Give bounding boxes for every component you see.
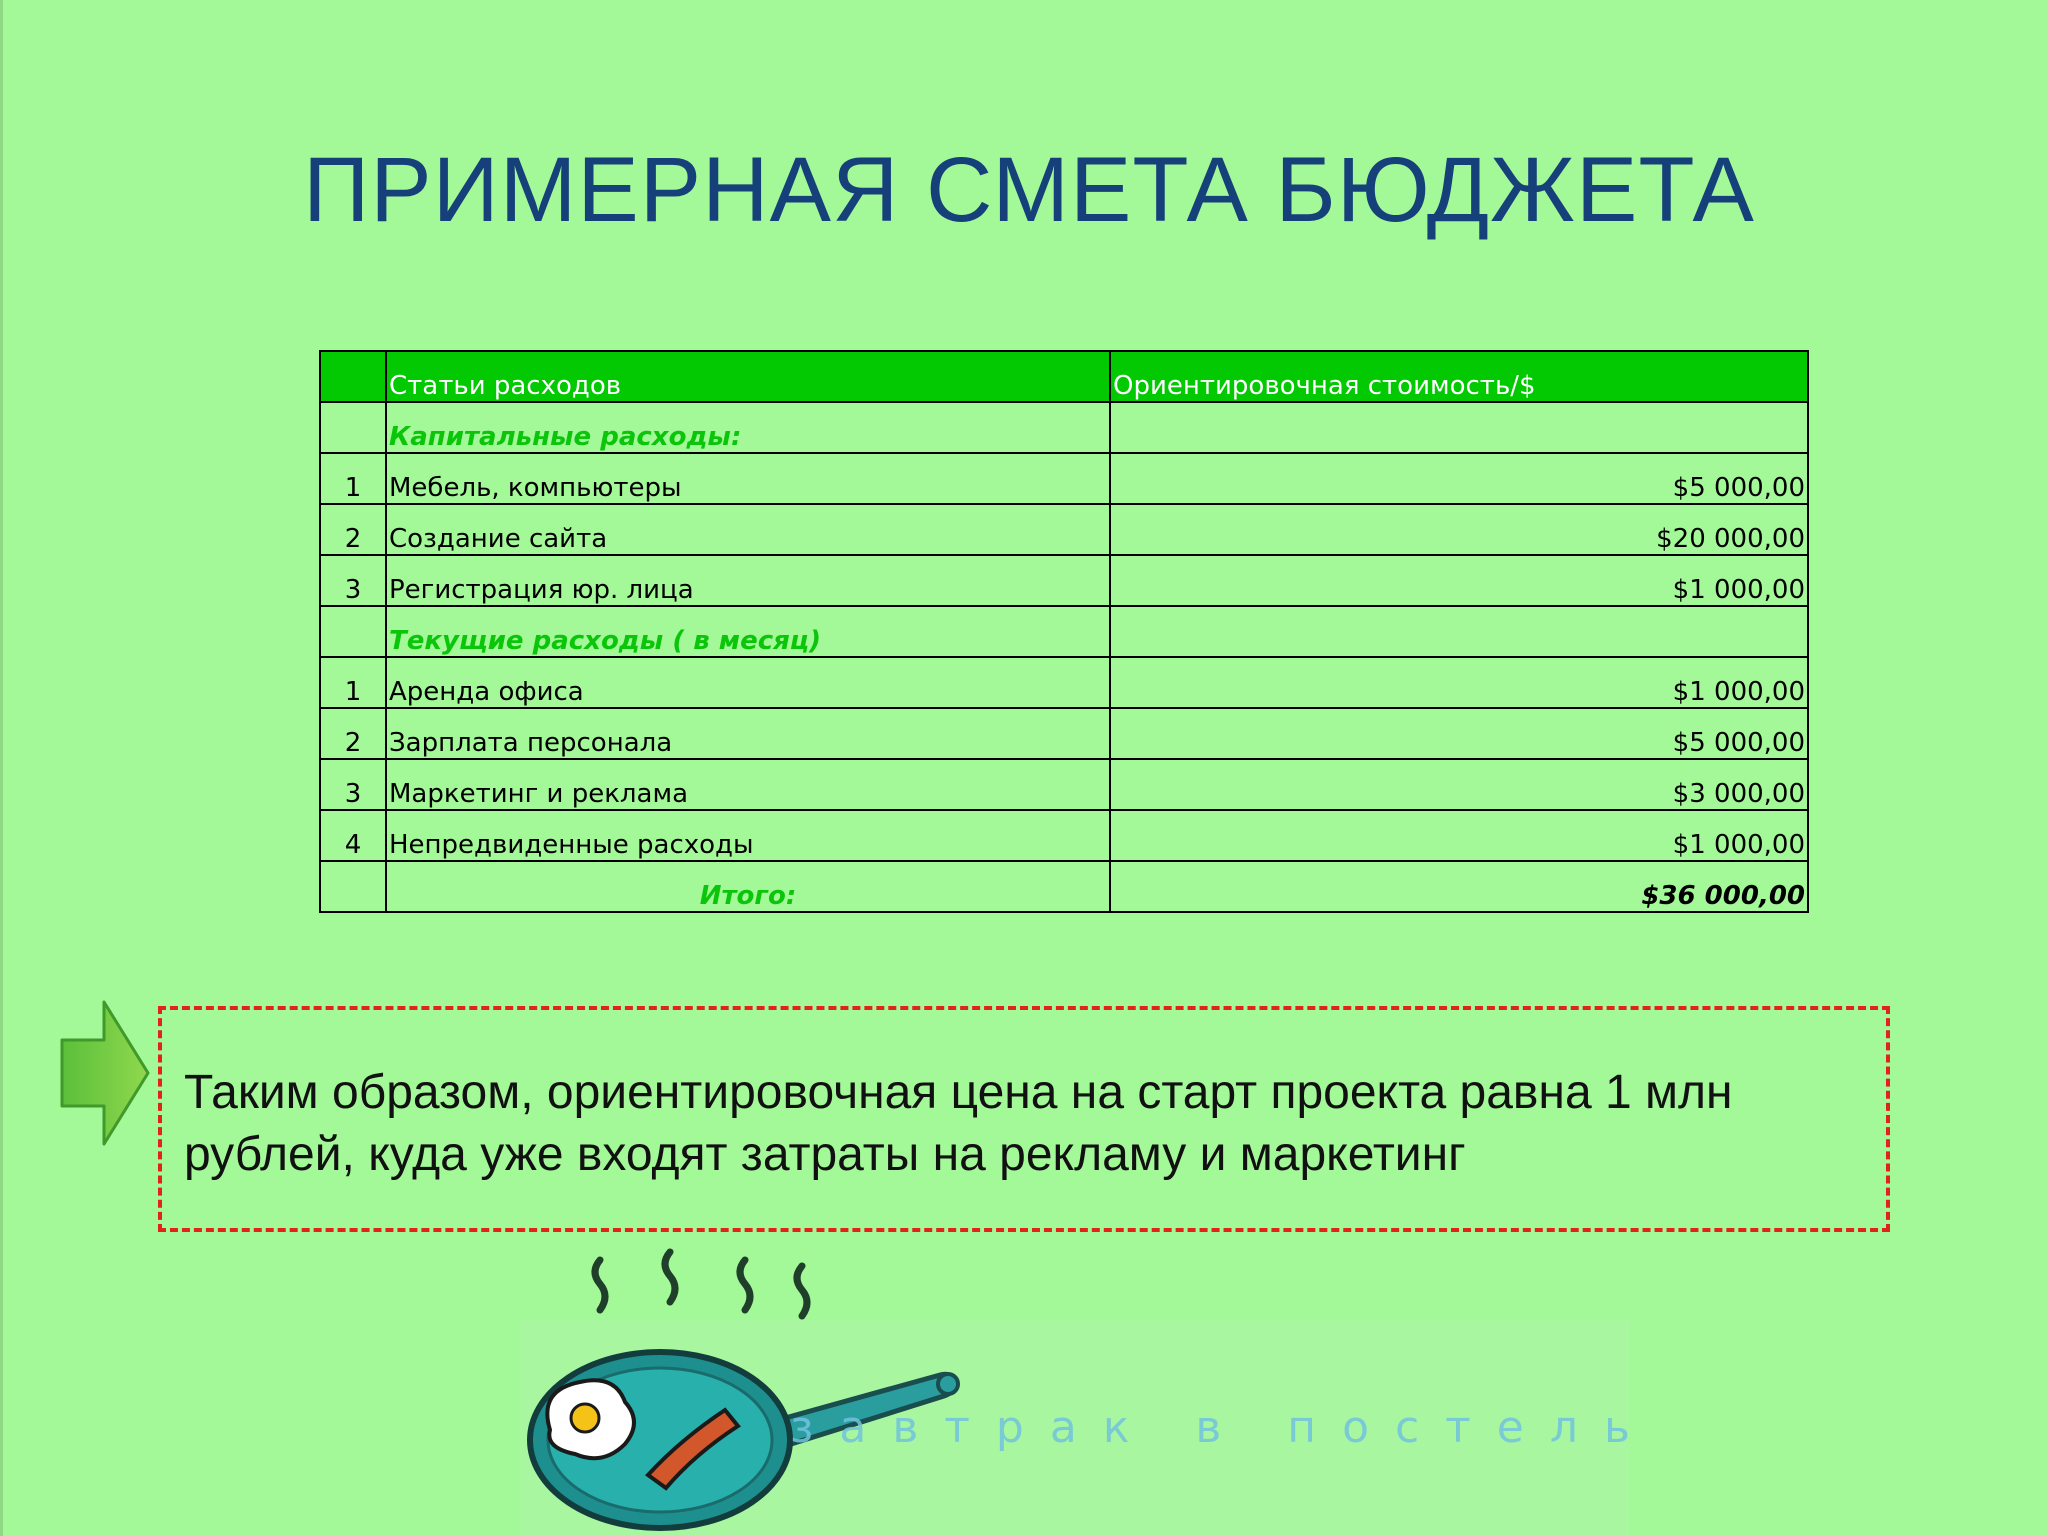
conclusion-box <box>158 1006 1890 1232</box>
row-item: Зарплата персонала <box>386 708 1110 759</box>
section-cost-cell <box>1110 402 1808 453</box>
header-cost-cell: Ориентировочная стоимость/$ <box>1110 351 1808 402</box>
row-num: 2 <box>320 708 386 759</box>
section-row-current <box>320 606 1808 657</box>
table-row <box>320 453 1808 504</box>
total-label: Итого: <box>386 861 1110 912</box>
row-num: 1 <box>320 453 386 504</box>
row-item: Аренда офиса <box>386 657 1110 708</box>
row-num: 3 <box>320 759 386 810</box>
row-num: 1 <box>320 657 386 708</box>
row-item: Создание сайта <box>386 504 1110 555</box>
row-num: 3 <box>320 555 386 606</box>
row-item: Непредвиденные расходы <box>386 810 1110 861</box>
row-item: Мебель, компьютеры <box>386 453 1110 504</box>
right-arrow-icon <box>60 1000 150 1146</box>
row-item: Регистрация юр. лица <box>386 555 1110 606</box>
row-cost: $1 000,00 <box>1110 810 1808 861</box>
row-cost: $5 000,00 <box>1110 708 1808 759</box>
row-item: Маркетинг и реклама <box>386 759 1110 810</box>
conclusion-text: Таким образом, ориентировочная цена на старт проекта равна 1 млн рублей, куда уже входят затраты на рекламу и маркетинг <box>184 1066 1733 1181</box>
logo-text: завтрак в постель <box>790 1402 1656 1453</box>
total-value: $36 000,00 <box>1110 861 1808 912</box>
section-label: Капитальные расходы: <box>386 402 1110 453</box>
total-num-cell <box>320 861 386 912</box>
row-cost: $1 000,00 <box>1110 657 1808 708</box>
table-header-row <box>320 351 1808 402</box>
budget-table <box>319 350 1809 913</box>
row-cost: $20 000,00 <box>1110 504 1808 555</box>
header-item-cell: Статьи расходов <box>386 351 1110 402</box>
table-row <box>320 657 1808 708</box>
section-num-cell <box>320 402 386 453</box>
row-cost: $3 000,00 <box>1110 759 1808 810</box>
frying-pan-icon <box>520 1240 1630 1536</box>
section-row-capital <box>320 402 1808 453</box>
row-num: 4 <box>320 810 386 861</box>
slide-title: ПРИМЕРНАЯ СМЕТА БЮДЖЕТА <box>303 139 1755 241</box>
total-row <box>320 861 1808 912</box>
row-num: 2 <box>320 504 386 555</box>
section-num-cell <box>320 606 386 657</box>
section-label: Текущие расходы ( в месяц) <box>386 606 1110 657</box>
section-cost-cell <box>1110 606 1808 657</box>
table-row <box>320 504 1808 555</box>
table-row <box>320 759 1808 810</box>
row-cost: $5 000,00 <box>1110 453 1808 504</box>
row-cost: $1 000,00 <box>1110 555 1808 606</box>
header-num-cell <box>320 351 386 402</box>
table-row <box>320 555 1808 606</box>
table-row <box>320 810 1808 861</box>
table-row <box>320 708 1808 759</box>
